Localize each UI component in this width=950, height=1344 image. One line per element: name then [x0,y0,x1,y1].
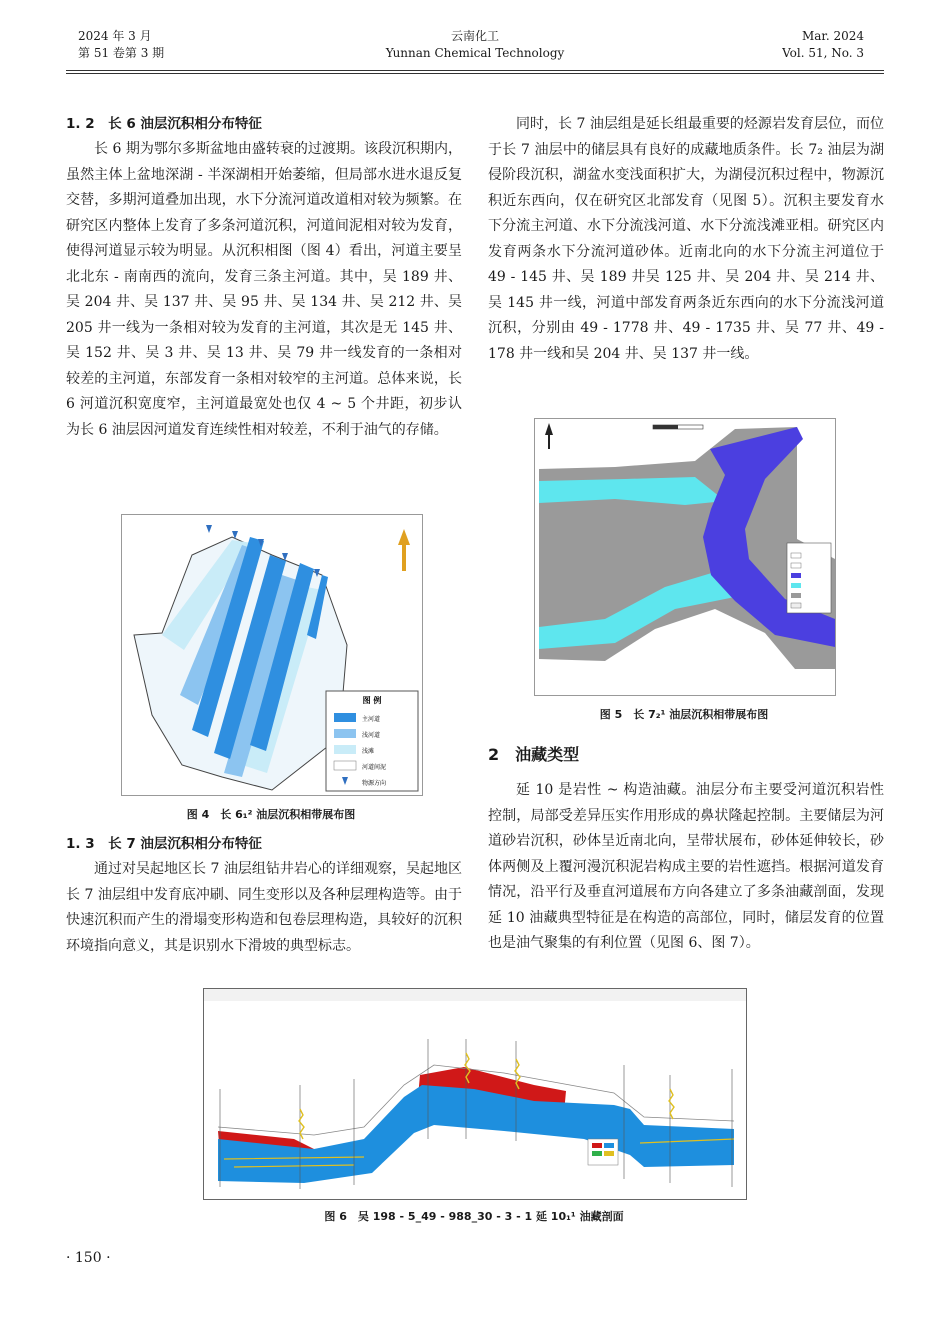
header-volume-en: Vol. 51, No. 3 [782,46,864,60]
right-column-bottom [488,742,884,957]
legend-swatch [791,573,801,578]
figure-5-map [534,418,836,696]
legend-swatch [592,1143,602,1148]
legend-swatch [791,553,801,558]
header-volume-cn: 第 51 卷第 3 期 [78,46,165,60]
left-column-top [66,112,462,443]
header-journal-cn: 云南化工 [450,29,499,43]
figure-6-section [203,988,747,1200]
section-2-paragraph: 延 10 是岩性 ~ 构造油藏。油层分布主要受河道沉积岩性控制，局部受差异压实作用形成的鼻状隆起控制。主要储层为河道砂岩沉积，砂体呈近南北向，呈带状展布，砂体延伸较长，砂体两侧及上覆河漫沉积泥岩构成主要的岩性遮挡。根据河道发育情况，沿平行及垂直河道展布方向各建立了多条油藏剖面，发现延 10 油藏典型特征是在构造的高部位，同时，储层发育的位置也是油气聚集的有利位置（见图 6、图 7）。 [488,782,884,951]
legend-swatch-main [334,713,356,722]
legend-label-main: 主河道 [362,716,381,723]
header-right [782,28,864,62]
right-column-top [488,112,884,367]
right-paragraph-1: 同时，长 7 油层组是延长组最重要的烃源岩发育层位，而位于长 7 油层中的储层具有良好的成藏地质条件。长 7₂ 油层为湖侵阶段沉积，湖盆水变浅面积扩大，为湖侵沉积过程中，物源沉积近东西向，仅在研究区北部发育（见图 5）。沉积主要发育水下分流主河道、水下分流浅河道、水下分流浅滩亚相。研究区内发育两条水下分流河道砂体。近南北向的水下分流主河道位于 49 - 145 井、吴 189 井吴 125 井、吴 204 井、吴 214 井、吴 145 井一线，河道中部发育两条近东西向的水下分流浅河道沉积，分别由 49 - 1778 井、49 - 1735 井、吴 77 井、49 - 178 井一线和吴 204 井、吴 137 井一线。 [488,116,884,362]
legend-swatch-mud [334,761,356,770]
legend-swatch [592,1151,602,1156]
figure-6-svg [204,989,746,1199]
legend-swatch [791,603,801,608]
header-journal-en: Yunnan Chemical Technology [385,46,565,60]
legend-label-shoal: 浅滩 [362,748,375,755]
left-column-bottom [66,832,462,959]
legend-swatch [604,1151,614,1156]
section-1-2-paragraph: 长 6 期为鄂尔多斯盆地由盛转衰的过渡期。该段沉积期内，虽然主体上盆地深湖 - 半深湖相开始萎缩，但局部水进水退反复交替，多期河道叠加出现，水下分流河道改道相对较为频繁。在研究区内整体上发育了多条河道沉积，河道间泥相对较为发育，使得河道显示较为明显。从沉积相图（图 4）看出，河道主要呈北北东 - 南南西的流向，发育三条主河道。其中，吴 189 井、吴 204 井、吴 137 井、吴 95 井、吴 134 井、吴 212 井、吴 205 井一线为一条相对较为发育的主河道，其次是无 145 井、吴 152 井、吴 3 井、吴 13 井、吴 79 井一线发育的一条相对较差的主河道，东部发育一条相对较窄的主河道。总体来说，长 6 河道沉积宽度窄，主河道最宽处也仅 4 ~ 5 个井距，初步认为长 6 油层因河道发育连续性相对较差，不利于油气的存储。 [66,141,462,438]
figure-4-caption: 图 4 长 6₁² 油层沉积相带展布图 [186,808,356,821]
legend-title: 图 例 [362,696,382,705]
figure-6-caption: 图 6 吴 198 - 5_49 - 988_30 - 3 - 1 延 10₁¹ 油藏剖面 [324,1210,624,1223]
figure-4-svg [122,515,422,795]
header-rule [66,70,884,74]
section-1-3-title: 1. 3 长 7 油层沉积相分布特征 [66,836,262,852]
legend-swatch [604,1143,614,1148]
legend-swatch [791,563,801,568]
legend-swatch [791,583,801,588]
legend-swatch-shoal [334,745,356,754]
legend-label-mud: 河道间泥 [362,764,387,771]
legend-box [326,691,418,791]
legend-label-source: 物源方向 [362,780,387,787]
header-date-cn: 2024 年 3 月 [78,29,152,43]
legend-swatch-shallow [334,729,356,738]
section-1-2-title: 1. 2 长 6 油层沉积相分布特征 [66,116,262,132]
figure-6-title-strip [204,989,746,1001]
header-date-en: Mar. 2024 [801,29,864,43]
page-number: · 150 · [66,1250,111,1266]
section-2-title: 2 油藏类型 [488,745,580,764]
figure-5-svg [535,419,835,695]
legend-swatch [791,593,801,598]
figure-5-caption: 图 5 长 7₂¹ 油层沉积相带展布图 [599,708,769,721]
scale-bar-fill [653,425,678,429]
section-1-3-paragraph: 通过对吴起地区长 7 油层组钻井岩心的详细观察，吴起地区长 7 油层组中发育底冲刷、同生变形以及各种层理构造等。由于快速沉积而产生的滑塌变形构造和包卷层理构造，具较好的沉积环境指向意义，其是识别水下滑坡的典型标志。 [66,861,462,954]
figure-4-map [121,514,423,796]
legend-label-shallow: 浅河道 [362,732,381,739]
